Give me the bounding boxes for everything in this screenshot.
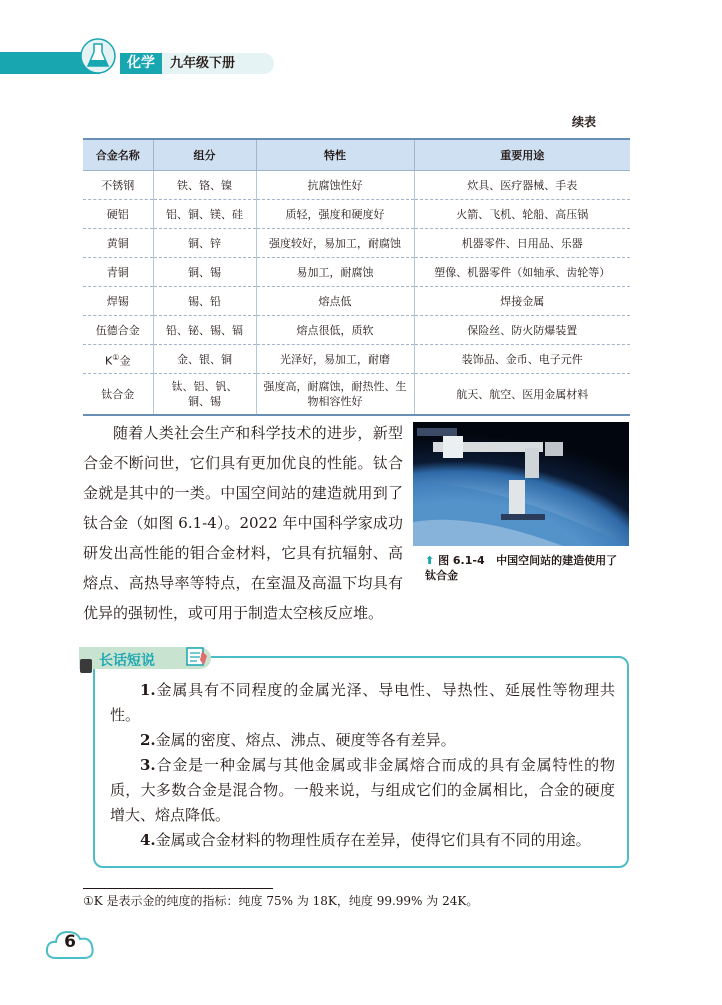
cell-components: 铝、铜、镁、硅 (153, 200, 256, 229)
alloy-table (83, 138, 630, 416)
body-paragraph: 随着人类社会生产和科学技术的进步，新型合金不断问世，它们具有更加优良的性能。钛合金就是其中的一类。中国空间站的建造就用到了钛合金（如图 6.1-4）。2022 年中国科学家成功研发出高性能的钼合金材料，它具有抗辐射、高熔点、高热导率等特点，在室温及高温下均具有优异的强韧性，或可用于制造太空核反应堆。 (83, 424, 403, 622)
cell-properties: 光泽好，易加工，耐磨 (256, 345, 414, 374)
summary-item (110, 678, 615, 728)
table-row (83, 171, 630, 200)
figure-caption-text: 中国空间站的建造使用了钛合金 (425, 554, 618, 582)
summary-item-number: 3. (140, 756, 156, 774)
figure-caption (425, 553, 625, 583)
cell-properties: 抗腐蚀性好 (256, 171, 414, 200)
grade-label: 九年级下册 (162, 53, 274, 74)
continued-label: 续表 (572, 115, 597, 129)
table-row (83, 345, 630, 374)
k-suffix: 金 (119, 354, 131, 368)
cell-components: 钛、铝、钒、铜、锡 (153, 374, 256, 416)
col-header-components: 组分 (153, 139, 256, 171)
summary-item-text: 金属的密度、熔点、沸点、硬度等各有差异。 (155, 731, 456, 749)
subject-label: 化学 (120, 53, 162, 74)
cell-components: 铁、铬、镍 (153, 171, 256, 200)
cell-properties: 易加工，耐腐蚀 (256, 258, 414, 287)
cell-properties: 熔点很低，质软 (256, 316, 414, 345)
cell-uses: 航天、航空、医用金属材料 (414, 374, 630, 416)
table-row (83, 374, 630, 416)
cell-uses: 焊接金属 (414, 287, 630, 316)
k-label: K (105, 354, 113, 368)
caption-arrow-icon: ⬆ (425, 554, 435, 567)
cell-uses: 机器零件、日用品、乐器 (414, 229, 630, 258)
table-row (83, 287, 630, 316)
cell-alloy-name: 不锈钢 (83, 171, 153, 200)
notepad-icon (185, 645, 209, 667)
cell-components: 铜、锡 (153, 258, 256, 287)
summary-text (110, 678, 615, 853)
summary-item (110, 728, 615, 753)
cell-uses: 装饰品、金币、电子元件 (414, 345, 630, 374)
cell-alloy-name: 焊锡 (83, 287, 153, 316)
summary-tag-cap (80, 659, 92, 673)
flask-icon (80, 36, 116, 76)
footnote: ①K 是表示金的纯度的指标：纯度 75% 为 18K，纯度 99.99% 为 24K。 (83, 894, 479, 908)
figure-number: 图 6.1-4 (438, 554, 485, 567)
cell-components: 铅、铋、锡、镉 (153, 316, 256, 345)
summary-item-number: 2. (140, 731, 156, 749)
cell-components: 锡、铅 (153, 287, 256, 316)
summary-item-text: 金属具有不同程度的金属光泽、导电性、导热性、延展性等物理共性。 (110, 681, 615, 724)
cell-alloy-name: 黄铜 (83, 229, 153, 258)
cell-uses: 火箭、飞机、轮船、高压锅 (414, 200, 630, 229)
cell-alloy-name: 钛合金 (83, 374, 153, 416)
col-header-properties: 特性 (256, 139, 414, 171)
summary-item-text: 合金是一种金属与其他金属或非金属熔合而成的具有金属特性的物质，大多数合金是混合物。一般来说，与组成它们的金属相比，合金的硬度增大、熔点降低。 (110, 756, 615, 824)
cell-uses: 塑像、机器零件（如轴承、齿轮等） (414, 258, 630, 287)
summary-item (110, 828, 615, 853)
cell-properties: 强度高，耐腐蚀，耐热性、生物相容性好 (256, 374, 414, 416)
cell-components: 铜、锌 (153, 229, 256, 258)
col-header-uses: 重要用途 (414, 139, 630, 171)
cell-uses: 保险丝、防火防爆装置 (414, 316, 630, 345)
cell-alloy-name: 青铜 (83, 258, 153, 287)
summary-item-text: 金属或合金材料的物理性质存在差异，使得它们具有不同的用途。 (155, 831, 591, 849)
table-header-row (83, 139, 630, 171)
space-station-photo (413, 422, 629, 546)
cell-properties: 质轻，强度和硬度好 (256, 200, 414, 229)
cell-properties: 强度较好，易加工，耐腐蚀 (256, 229, 414, 258)
summary-item (110, 753, 615, 828)
cell-alloy-name: 伍德合金 (83, 316, 153, 345)
cell-components: 金、银、铜 (153, 345, 256, 374)
col-header-name: 合金名称 (83, 139, 153, 171)
table-row (83, 229, 630, 258)
table-row (83, 258, 630, 287)
page-number: 6 (64, 932, 76, 952)
summary-item-number: 4. (140, 831, 156, 849)
cell-properties: 熔点低 (256, 287, 414, 316)
cell-uses: 炊具、医疗器械、手表 (414, 171, 630, 200)
footnote-rule (83, 888, 273, 889)
summary-title: 长话短说 (99, 653, 155, 669)
footnote-marker: ① (112, 352, 120, 362)
table-row (83, 316, 630, 345)
cell-alloy-name (83, 345, 153, 374)
cell-alloy-name: 硬铝 (83, 200, 153, 229)
table-row (83, 200, 630, 229)
summary-item-number: 1. (140, 681, 156, 699)
